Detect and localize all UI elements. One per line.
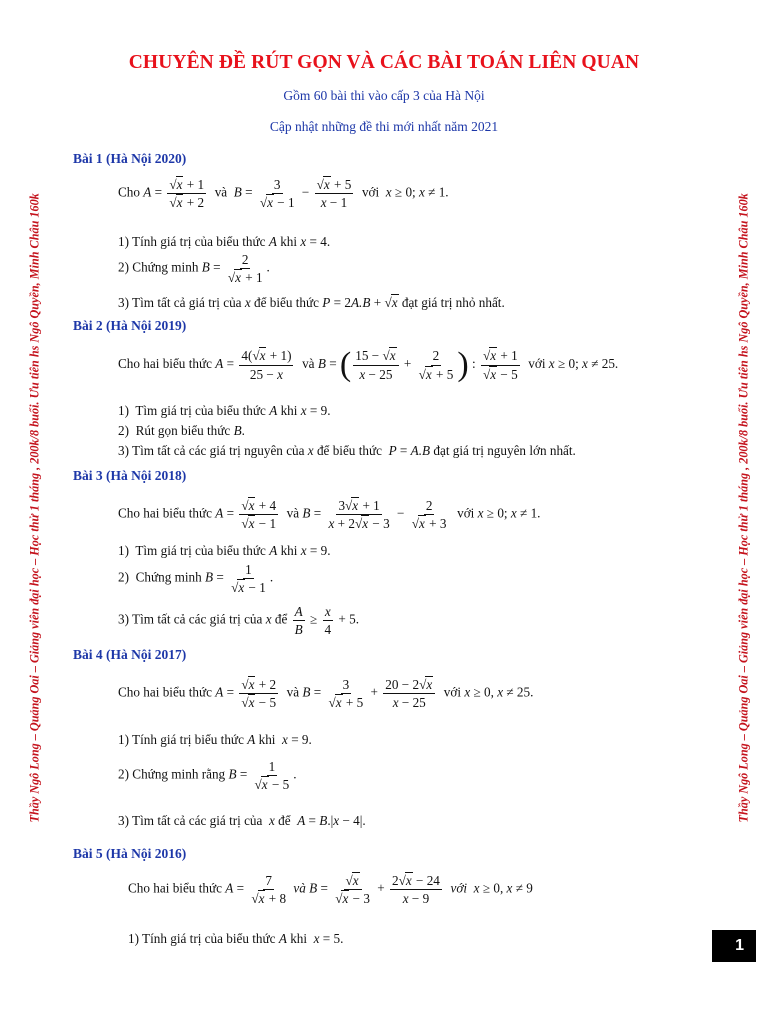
problem-question: 2) Chứng minh B = $\frac{2}{√x + 1}$ . <box>118 252 270 286</box>
document-title: CHUYÊN ĐỀ RÚT GỌN VÀ CÁC BÀI TOÁN LIÊN QUAN <box>128 52 640 73</box>
problem-heading: Bài 4 (Hà Nội 2017) <box>73 647 187 662</box>
problem-heading: Bài 1 (Hà Nội 2020) <box>73 151 187 166</box>
problem-question: 1) Tìm giá trị của biểu thức A khi x = 9. <box>118 543 331 558</box>
page-number: 1 <box>712 930 756 962</box>
problem-question: 2) Chứng minh B = $\frac{1}{√x - 1}$ . <box>118 562 274 596</box>
problem-question: 3) Tìm tất cả các giá trị của x để A = B.|x − 4|. <box>118 813 366 828</box>
problem-question: 3) Tìm tất cả các giá trị của x để $\frac{A}{B}$ ≥ $\frac{x}{4}$ + 5. <box>118 604 360 638</box>
problem-question: 3) Tìm tất cả giá trị của x để biểu thức P = 2A.B + √x đạt giá trị nhỏ nhất. <box>118 295 505 310</box>
problem-question: 1) Tính giá trị của biểu thức A khi x = 5. <box>128 931 344 946</box>
problem-question: 1) Tìm giá trị của biểu thức A khi x = 9. <box>118 403 331 418</box>
problem-statement: Cho hai biểu thức A = $\frac{4(√x + 1)}{25 - x}$ và B = ( $\frac{15 - √x}{x - 25}$ + $\frac{2}{√x + 5}$ ) : $\frac{√x + 1}{√x - 5}$ với x ≥ 0; x ≠ 25. <box>118 346 619 383</box>
problem-question: 1) Tính giá trị của biểu thức A khi x = 4. <box>118 234 331 249</box>
problem-statement: Cho hai biểu thức A = $\frac{√x + 4}{√x - 1}$ và B = $\frac{3√x + 1}{x + 2√x - 3}$ − $\frac{2}{√x + 3}$ với x ≥ 0; x ≠ 1. <box>118 498 541 532</box>
problem-statement: Cho hai biểu thức A = $\frac{√x + 2}{√x - 5}$ và B = $\frac{3}{√x + 5}$ + $\frac{20 - 2√x}{x - 25}$ với x ≥ 0, x ≠ 25. <box>118 677 534 711</box>
left-side-banner: Thầy Ngô Long – Quảng Oai – Giảng viên đại học – Học thử 1 tháng , 200k/8 buổi. Ưu tiên hs Ngô Quyền, Minh Châu 160k <box>27 193 42 823</box>
problem-heading: Bài 2 (Hà Nội 2019) <box>73 318 187 333</box>
problem-question: 1) Tính giá trị biểu thức A khi x = 9. <box>118 732 312 747</box>
document-subtitle: Gồm 60 bài thi vào cấp 3 của Hà Nội <box>283 88 485 103</box>
problem-statement: Cho hai biểu thức A = $\frac{7}{√x + 8}$ và B = $\frac{√x}{√x - 3}$ + $\frac{2√x - 24}{x - 9}$ với x ≥ 0, x ≠ 9 <box>128 873 533 907</box>
problem-question: 3) Tìm tất cả các giá trị nguyên của x để biểu thức P = A.B đạt giá trị nguyên lớn nhất. <box>118 443 576 458</box>
problem-question: 2) Chứng minh rằng B = $\frac{1}{√x - 5}$ . <box>118 759 297 793</box>
right-side-banner: Thầy Ngô Long – Quảng Oai – Giảng viên đại học – Học thử 1 tháng , 200k/8 buổi. Ưu tiên hs Ngô Quyền, Minh Châu 160k <box>736 193 751 823</box>
problem-heading: Bài 3 (Hà Nội 2018) <box>73 468 187 483</box>
problem-statement: Cho A = $\frac{√x + 1}{√x + 2}$ và B = $\frac{3}{√x - 1}$ − $\frac{√x + 5}{x - 1}$ với x ≥ 0; x ≠ 1. <box>118 177 449 211</box>
problem-heading: Bài 5 (Hà Nội 2016) <box>73 846 187 861</box>
document-update-note: Cập nhật những đề thi mới nhất năm 2021 <box>269 119 499 134</box>
problem-question: 2) Rút gọn biểu thức B. <box>118 423 245 438</box>
